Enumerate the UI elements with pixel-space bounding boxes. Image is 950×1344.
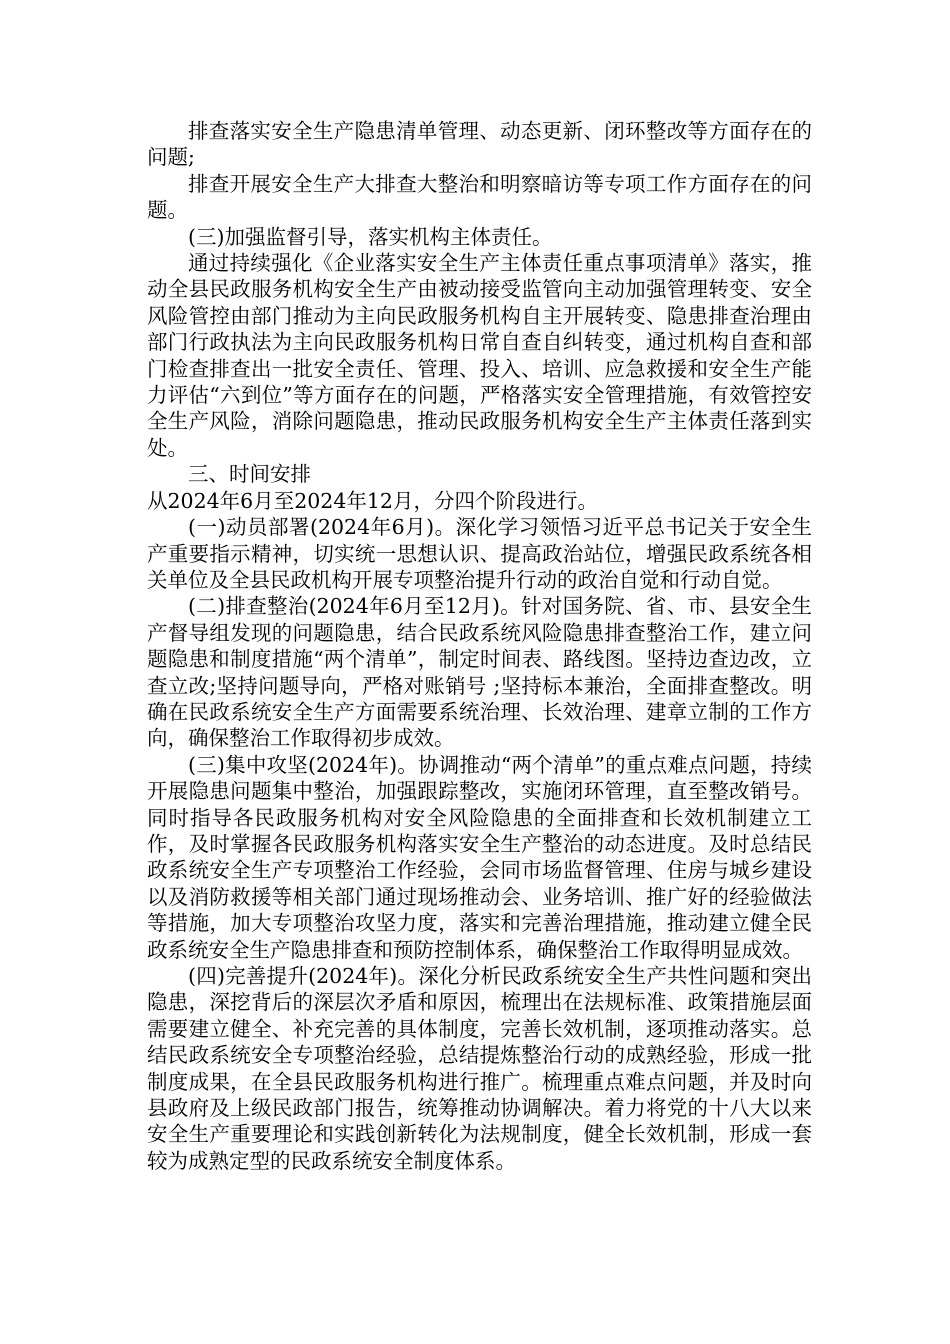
paragraph-stage-tackling: (三)集中攻坚(2024年)。协调推动“两个清单”的重点难点问题，持续开展隐患问题集中整治，加强跟踪整改，实施闭环管理，直至整改销号。同时指导各民政服务机构对安全风险隐患的全面排查和长效机制建立工作，及时掌握各民政服务机构落实安全生产整治的动态进度。及时总结民政系统安全生产专项整治工作经验，会同市场监督管理、住房与城乡建设以及消防救援等相关部门通过现场推动会、业务培训、推广好的经验做法等措施，加大专项整治攻坚力度，落实和完善治理措施，推动建立健全民政系统安全生产隐患排查和预防控制体系，确保整治工作取得明显成效。 bbox=[147, 752, 812, 962]
paragraph-stage-inspection: (二)排查整治(2024年6月至12月)。针对国务院、省、市、县安全生产督导组发现的问题隐患，结合民政系统风险隐患排查整治工作，建立问题隐患和制度措施“两个清单”，制定时间表、路线图。坚持边查边改，立查立改;坚持问题导向，严格对账销号 ;坚持标本兼治，全面排查整改。明确在民政系统安全生产方面需要系统治理、长效治理、建章立制的工作方向，确保整治工作取得初步成效。 bbox=[147, 594, 812, 751]
section-heading-supervision: (三)加强监督引导，落实机构主体责任。 bbox=[188, 224, 553, 249]
document-body bbox=[147, 118, 812, 1174]
paragraph-special-inspection: 排查开展安全生产大排查大整治和明察暗访等专项工作方面存在的问题。 bbox=[147, 171, 812, 223]
paragraph-stage-mobilization: (一)动员部署(2024年6月)。深化学习领悟习近平总书记关于安全生产重要指示精神，切实统一思想认识、提高政治站位，增强民政系统各相关单位及全县民政机构开展专项整治提升行动的政治自觉和行动自觉。 bbox=[147, 515, 812, 592]
paragraph-hazard-list: 排查落实安全生产隐患清单管理、动态更新、闭环整改等方面存在的问题; bbox=[147, 119, 812, 170]
paragraph-schedule-summary: 从2024年6月至2024年12月，分四个阶段进行。 bbox=[147, 488, 598, 513]
section-heading-schedule: 三、时间安排 bbox=[188, 462, 311, 487]
paragraph-stage-improvement: (四)完善提升(2024年)。深化分析民政系统安全生产共性问题和突出隐患，深挖背后的深层次矛盾和原因，梳理出在法规标准、政策措施层面需要建立健全、补充完善的具体制度，完善长效机制，逐项推动落实。总结民政系统安全专项整治经验，总结提炼整治行动的成熟经验，形成一批制度成果，在全县民政服务机构进行推广。梳理重点难点问题，并及时向县政府及上级民政部门报告，统筹推动协调解决。着力将党的十八大以来安全生产重要理论和实践创新转化为法规制度，健全长效机制，形成一套较为成熟定型的民政系统安全制度体系。 bbox=[147, 964, 812, 1173]
paragraph-responsibility: 通过持续强化《企业落实安全生产主体责任重点事项清单》落实，推动全县民政服务机构安全生产由被动接受监管向主动加强管理转变、安全风险管控由部门推动为主向民政服务机构自主开展转变、隐患排查治理由部门行政执法为主向民政服务机构日常自查自纠转变，通过机构自查和部门检查排查出一批安全责任、管理、投入、培训、应急救援和安全生产能力评估“六到位”等方面存在的问题，严格落实安全管理措施，有效管控安全生产风险，消除问题隐患，推动民政服务机构安全生产主体责任落到实处。 bbox=[147, 251, 812, 460]
